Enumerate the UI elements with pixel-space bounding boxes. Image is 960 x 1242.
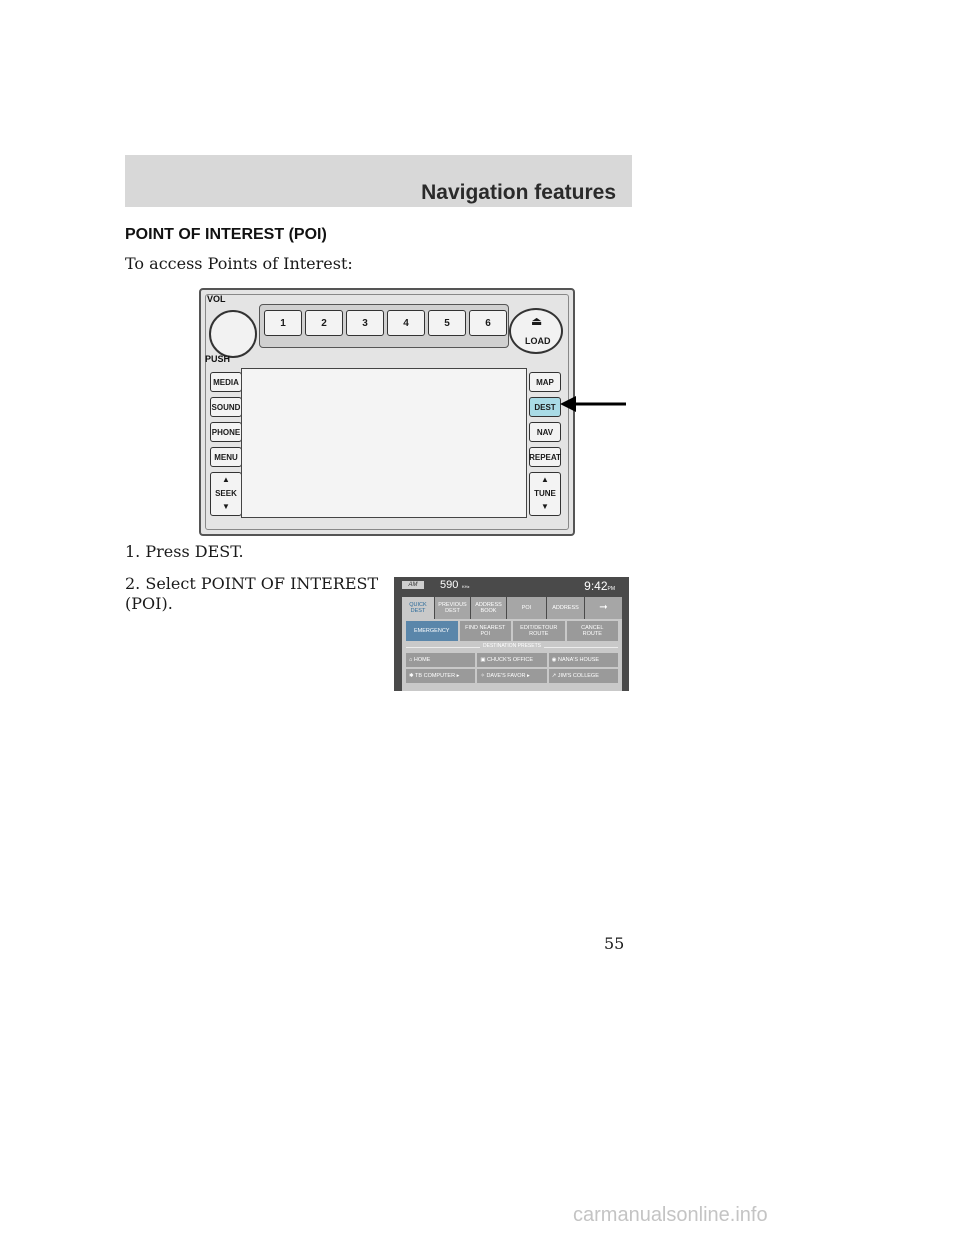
watermark: carmanualsonline.info [573,1204,768,1226]
step-1-text: 1. Press DEST. [125,542,244,561]
push-label: PUSH [205,354,231,364]
clock-suffix: PM [607,586,615,592]
clock-time: 9:42 [584,579,608,593]
repeat-button[interactable]: REPEAT [529,447,561,467]
frequency-readout: 590 [440,579,459,591]
step-2-text [125,574,378,614]
preset-button-3[interactable]: 3 [346,310,384,336]
tune-button[interactable] [529,472,561,516]
phone-button[interactable]: PHONE [210,422,242,442]
destination-presets-label: DESTINATION PRESETS [480,643,544,649]
volume-knob[interactable] [209,310,257,358]
dest-button[interactable]: DEST [529,397,561,417]
tab-address[interactable]: ADDRESS [547,597,584,619]
seek-label: SEEK [215,489,237,498]
menu-button[interactable]: MENU [210,447,242,467]
map-button[interactable]: MAP [529,372,561,392]
sound-button[interactable]: SOUND [210,397,242,417]
band-indicator: AM [402,581,424,589]
destination-presets-grid [406,653,618,683]
eject-icon: ⏏ [531,314,543,328]
nav-destination-screen [394,577,629,691]
preset-home[interactable]: ⌂ HOME [406,653,475,667]
section-title: POINT OF INTEREST (POI) [125,226,327,243]
preset-button-4[interactable]: 4 [387,310,425,336]
step-2-line-1: 2. Select POINT OF INTEREST [125,574,379,593]
preset-chucks-office[interactable]: ▣ CHUCK'S OFFICE [477,653,546,667]
quick-dest-actions [406,621,618,641]
destination-tabs [402,597,622,619]
tab-quick-dest[interactable]: QUICK DEST [402,597,434,619]
step-2-line-2: (POI). [125,594,173,613]
quick-dest-panel [402,619,622,691]
preset-button-2[interactable]: 2 [305,310,343,336]
preset-button-1[interactable]: 1 [264,310,302,336]
vol-label: VOL [207,294,226,304]
seek-button[interactable] [210,472,242,516]
intro-text: To access Points of Interest: [125,254,353,273]
seek-down-icon: ▼ [222,502,230,511]
destination-presets-heading [406,643,618,651]
chapter-title: Navigation features [421,181,616,204]
preset-nanas-house[interactable]: ◉ NANA'S HOUSE [549,653,618,667]
frequency-unit: KHz [462,584,470,589]
media-button[interactable]: MEDIA [210,372,242,392]
find-nearest-poi-button[interactable]: FIND NEAREST POI [460,621,512,641]
tab-next-arrow[interactable]: ➞ [585,597,622,619]
load-eject-button[interactable] [509,308,563,354]
clock [584,579,615,593]
display-screen [241,368,527,518]
seek-up-icon: ▲ [222,475,230,484]
tune-label: TUNE [534,489,556,498]
emergency-button[interactable]: EMERGENCY [406,621,458,641]
tab-previous-dest[interactable]: PREVIOUS DEST [435,597,470,619]
preset-jims-college[interactable]: ↗ JIM'S COLLEGE [549,669,618,683]
page-number: 55 [604,934,625,953]
load-label: LOAD [525,336,551,346]
preset-button-6[interactable]: 6 [469,310,507,336]
tune-down-icon: ▼ [541,502,549,511]
preset-strip [259,304,509,348]
cancel-route-button[interactable]: CANCEL ROUTE [567,621,619,641]
preset-tb-computer[interactable]: ✱ TB COMPUTER ▸ [406,669,475,683]
preset-button-5[interactable]: 5 [428,310,466,336]
tab-address-book[interactable]: ADDRESS BOOK [471,597,506,619]
preset-daves-favor[interactable]: ✧ DAVE'S FAVOR ▸ [477,669,546,683]
nav-button[interactable]: NAV [529,422,561,442]
tab-poi[interactable]: POI [507,597,546,619]
pointer-arrow-icon [560,394,628,414]
edit-detour-route-button[interactable]: EDIT/DETOUR ROUTE [513,621,565,641]
header-band [125,155,632,207]
tune-up-icon: ▲ [541,475,549,484]
radio-faceplate [199,288,575,536]
